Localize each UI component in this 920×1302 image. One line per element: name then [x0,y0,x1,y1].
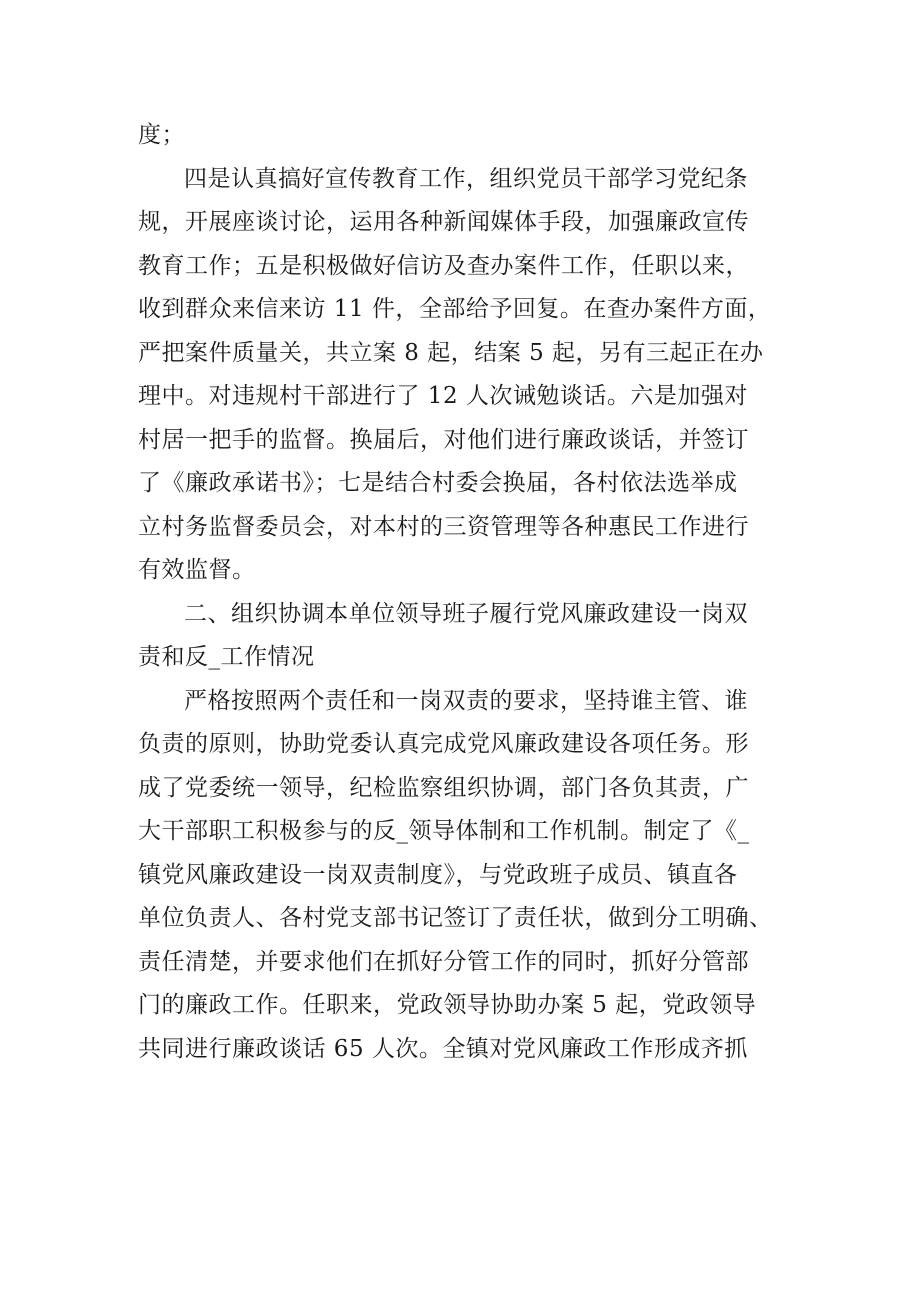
section-heading-line: 二、组织协调本单位领导班子履行党风廉政建设一岗双 [184,600,748,627]
text-line: 收到群众来信来访 11 件，全部给予回复。在查办案件方面， [138,296,772,322]
text-line: 度； [138,122,185,148]
text-line: 有效监督。 [138,557,256,583]
text-line: 大干部职工积极参与的反_领导体制和工作机制。制定了《_ [138,818,750,844]
text-line: 成了党委统一领导，纪检监察组织协调，部门各负其责，广 [138,774,749,801]
text-line: 负责的原则，协助党委认真完成党风廉政建设各项任务。形 [138,731,749,757]
text-line: 村居一把手的监督。换届后，对他们进行廉政谈话，并签订 [138,426,749,453]
section-heading-line: 责和反_工作情况 [138,644,315,670]
text-line: 镇党风廉政建设一岗双责制度》，与党政班子成员、镇直各 [138,861,738,888]
document-body [138,114,788,1071]
text-line: 共同进行廉政谈话 65 人次。全镇对党风廉政工作形成齐抓 [138,1035,748,1062]
text-line: 教育工作；五是积极做好信访及查办案件工作，任职以来， [138,252,749,279]
text-line: 单位负责人、各村党支部书记签订了责任状，做到分工明确、 [138,905,773,931]
text-line: 了《廉政承诺书》；七是结合村委会换届，各村依法选举成 [138,470,738,496]
paragraph-start-line: 严格按照两个责任和一岗双责的要求，坚持谁主管、谁 [184,687,748,714]
text-line: 规，开展座谈讨论，运用各种新闻媒体手段，加强廉政宣传 [138,209,749,235]
text-line: 严把案件质量关，共立案 8 起，结案 5 起，另有三起正在办 [138,339,764,366]
text-line: 立村务监督委员会，对本村的三资管理等各种惠民工作进行 [138,513,749,540]
paragraph-start-line: 四是认真搞好宣传教育工作，组织党员干部学习党纪条 [184,165,748,192]
text-line: 理中。对违规村干部进行了 12 人次诫勉谈话。六是加强对 [138,383,748,409]
text-line: 门的廉政工作。任职来，党政领导协助办案 5 起，党政领导 [138,992,757,1018]
text-line: 责任清楚，并要求他们在抓好分管工作的同时，抓好分管部 [138,948,749,975]
